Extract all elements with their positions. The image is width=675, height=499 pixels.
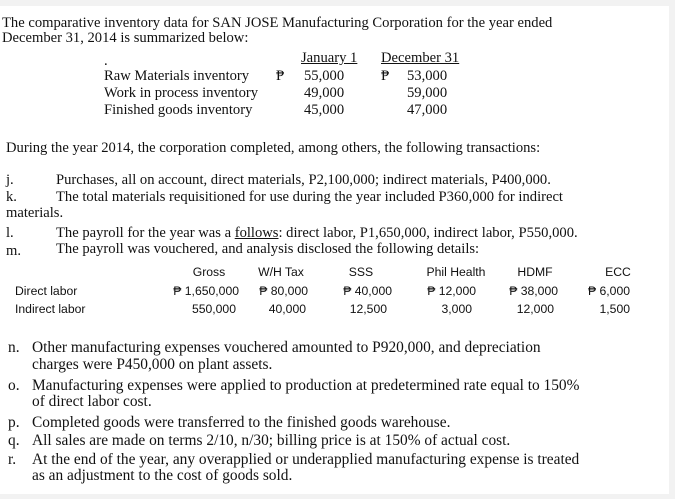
direct-philhealth: ₱ 12,000 (427, 284, 476, 298)
indirect-whtax: 40,000 (268, 302, 306, 316)
tx-text-p: Completed goods were transferred to the finished goods warehouse. (32, 414, 451, 431)
direct-gross: ₱ 1,650,000 (173, 284, 239, 298)
intro-line-2: December 31, 2014 is summarized below: (2, 30, 249, 46)
tx-letter-r: r. (8, 451, 17, 468)
wip-dec-value: 59,000 (407, 85, 448, 101)
tx-letter-k: k. (6, 189, 17, 205)
indirect-hdmf: 12,000 (516, 302, 554, 316)
tx-text-n-2: charges were P450,000 on plant assets. (32, 356, 273, 373)
indirect-philhealth: 3,000 (441, 302, 472, 316)
tx-letter-m: m. (6, 243, 21, 259)
wip-jan-value: 49,000 (304, 85, 345, 101)
tx-text-r-1: At the end of the year, any overapplied or underapplied manufacturing expense is treated (32, 451, 580, 468)
follows-link[interactable]: follows (234, 225, 279, 241)
tx-text-k-cont: materials. (6, 205, 64, 221)
during-statement: During the year 2014, the corporation completed, among others, the following transactions: (6, 140, 541, 156)
indirect-gross: 550,000 (191, 302, 236, 316)
tx-letter-j: j. (6, 172, 14, 188)
tx-text-l-post: : direct labor, P1,650,000, indirect labor, P550,000. (278, 225, 578, 241)
inventory-marker: . (104, 53, 108, 69)
tx-letter-q: q. (8, 432, 20, 449)
tx-text-q: All sales are made on terms 2/10, n/30; billing price is at 150% of actual cost. (32, 432, 511, 449)
direct-hdmf: ₱ 38,000 (509, 284, 558, 298)
tx-text-m: The payroll was vouchered, and analysis disclosed the following details: (56, 241, 480, 257)
peso-sign: ₱ (381, 68, 390, 84)
payroll-header-gross: Gross (192, 265, 226, 279)
payroll-header-sss: SSS (348, 265, 374, 279)
tx-text-r-2: as an adjustment to the cost of goods sold. (32, 467, 293, 484)
tx-text-n-1: Other manufacturing expenses vouchered amounted to P920,000, and depreciation (32, 339, 541, 356)
inventory-label-wip: Work in process inventory (104, 85, 259, 101)
tx-letter-n: n. (8, 339, 20, 356)
raw-dec-value: 53,000 (407, 68, 448, 84)
tx-text-j: Purchases, all on account, direct materials, P2,100,000; indirect materials, P400,000. (56, 172, 551, 188)
fg-jan-value: 45,000 (304, 102, 345, 118)
intro-line-1: The comparative inventory data for SAN JOSE Manufacturing Corporation for the year ended (2, 15, 553, 31)
tx-letter-l: l. (6, 225, 14, 241)
direct-whtax: ₱ 80,000 (259, 284, 308, 298)
direct-ecc: ₱ 6,000 (587, 284, 630, 298)
raw-jan-value: 55,000 (304, 68, 345, 84)
payroll-header-hdmf: HDMF (517, 265, 553, 279)
top-edge (0, 0, 675, 6)
peso-sign: ₱ (276, 68, 285, 84)
right-edge (669, 0, 675, 499)
column-header-december: December 31 (381, 50, 460, 66)
payroll-label-indirect: Indirect labor (15, 302, 86, 316)
payroll-label-direct: Direct labor (15, 284, 78, 298)
payroll-header-ecc: ECC (605, 265, 631, 279)
tx-text-l-pre: The payroll for the year was a (56, 225, 235, 241)
tx-letter-o: o. (8, 377, 20, 394)
tx-text-l (56, 225, 578, 241)
fg-dec-value: 47,000 (407, 102, 448, 118)
bottom-edge (0, 494, 675, 499)
inventory-label-fg: Finished goods inventory (104, 102, 253, 118)
tx-text-o-1: Manufacturing expenses were applied to production at predetermined rate equal to 150% (32, 377, 580, 394)
indirect-sss: 12,500 (349, 302, 387, 316)
direct-sss: ₱ 40,000 (343, 284, 392, 298)
tx-text-k: The total materials requisitioned for use during the year included P360,000 for indirect (56, 189, 563, 205)
payroll-header-whtax: W/H Tax (258, 265, 304, 279)
payroll-header-philhealth: Phil Health (426, 265, 486, 279)
column-header-january: January 1 (301, 50, 358, 66)
inventory-label-raw: Raw Materials inventory (104, 68, 250, 84)
tx-text-o-2: of direct labor cost. (32, 393, 152, 410)
tx-letter-p: p. (8, 414, 20, 431)
indirect-ecc: 1,500 (599, 302, 630, 316)
